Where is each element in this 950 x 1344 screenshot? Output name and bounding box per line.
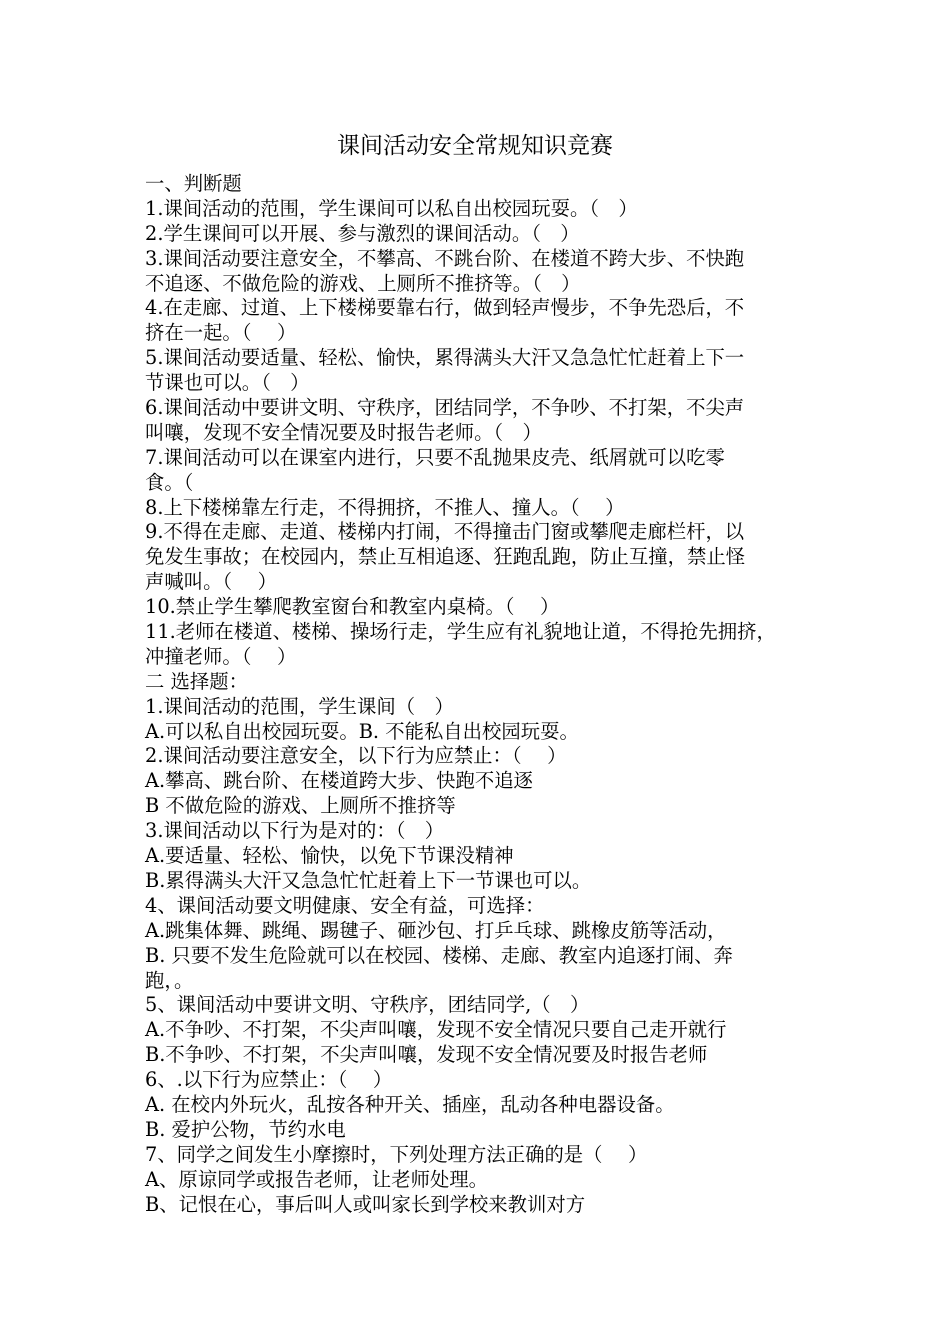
text-line: 11.老师在楼道、楼梯、操场行走，学生应有礼貌地让道，不得抢先拥挤，	[145, 620, 776, 644]
text-line: 4、课间活动要文明健康、安全有益，可选择：	[145, 893, 545, 917]
text-line: 1.课间活动的范围，学生课间（ ）	[145, 694, 454, 718]
text-line: 9.不得在走廊、走道、楼梯内打闹，不得撞击门窗或攀爬走廊栏杆，以	[145, 520, 745, 544]
text-line: B.累得满头大汗又急急忙忙赶着上下一节课也可以。	[145, 868, 592, 892]
text-line: B. 只要不发生危险就可以在校园、楼梯、走廊、教室内追逐打闹、奔	[145, 943, 733, 967]
text-line: B. 爱护公物，节约水电	[145, 1117, 346, 1141]
text-line: 6、.以下行为应禁止：（ ）	[145, 1068, 393, 1092]
text-line: 挤在一起。（ ）	[145, 321, 297, 345]
text-line: 5、课间活动中要讲文明、守秩序，团结同学,（ ）	[145, 993, 590, 1017]
text-line: B、记恨在心，事后叫人或叫家长到学校来教训对方	[145, 1192, 586, 1216]
text-line: 8.上下楼梯靠左行走，不得拥挤，不推人、撞人。（ ）	[145, 495, 625, 519]
document-body	[145, 172, 825, 1217]
text-line: 10.禁止学生攀爬教室窗台和教室内桌椅。（ ）	[145, 595, 560, 619]
text-line: 2.学生课间可以开展、参与激烈的课间活动。（ ）	[145, 221, 580, 245]
text-line: A.攀高、跳台阶、在楼道跨大步、快跑不追逐	[145, 769, 533, 793]
text-line: 冲撞老师。（ ）	[145, 644, 297, 668]
text-line: 4.在走廊、过道、上下楼梯要靠右行，做到轻声慢步，不争先恐后，不	[145, 296, 745, 320]
text-line: 2.课间活动要注意安全，以下行为应禁止：（ ）	[145, 744, 567, 768]
text-line: 3.课间活动以下行为是对的：（ ）	[145, 819, 445, 843]
text-line: A. 在校内外玩火，乱按各种开关、插座，乱动各种电器设备。	[145, 1092, 675, 1116]
text-line: 5.课间活动要适量、轻松、愉快，累得满头大汗又急急忙忙赶着上下一	[145, 346, 745, 370]
text-line: A.可以私自出校园玩耍。B. 不能私自出校园玩耍。	[145, 719, 579, 743]
text-line: 7.课间活动可以在课室内进行，只要不乱抛果皮壳、纸屑就可以吃零	[145, 445, 725, 469]
text-line: 6.课间活动中要讲文明、守秩序，团结同学，不争吵、不打架，不尖声	[145, 396, 745, 420]
text-line: A.要适量、轻松、愉快，以免下节课没精神	[145, 844, 514, 868]
text-line: 不追逐、不做危险的游戏、上厕所不推挤等。（ ）	[145, 271, 581, 295]
text-line: 节课也可以。（ ）	[145, 371, 310, 395]
text-line: 跑，。	[145, 968, 194, 992]
text-line: 免发生事故；在校园内，禁止互相追逐、狂跑乱跑，防止互撞，禁止怪	[145, 545, 746, 569]
text-line: B 不做危险的游戏、上厕所不推挤等	[145, 794, 456, 818]
text-line: B.不争吵、不打架，不尖声叫嚷，发现不安全情况要及时报告老师	[145, 1043, 708, 1067]
text-line: 3.课间活动要注意安全，不攀高、不跳台阶、在楼道不跨大步、不快跑	[145, 246, 745, 270]
document-title: 课间活动安全常规知识竞赛	[337, 133, 613, 159]
text-line: 叫嚷，发现不安全情况要及时报告老师。（ ）	[145, 420, 542, 444]
text-line: A、原谅同学或报告老师，让老师处理。	[145, 1167, 489, 1191]
text-line: A.跳集体舞、跳绳、踢毽子、砸沙包、打乒乓球、跳橡皮筋等活动，	[145, 918, 727, 942]
text-line: 7、同学之间发生小摩擦时，下列处理方法正确的是（ ）	[145, 1142, 648, 1166]
text-line: 一、判断题	[145, 172, 242, 195]
text-line: 声喊叫。（ ）	[145, 570, 277, 594]
text-line: 二 选择题：	[145, 669, 248, 693]
text-line: 1.课间活动的范围，学生课间可以私自出校园玩耍。（ ）	[145, 196, 638, 220]
text-line: 食。（	[145, 470, 194, 494]
text-line: A.不争吵、不打架，不尖声叫嚷，发现不安全情况只要自己走开就行	[145, 1018, 727, 1042]
